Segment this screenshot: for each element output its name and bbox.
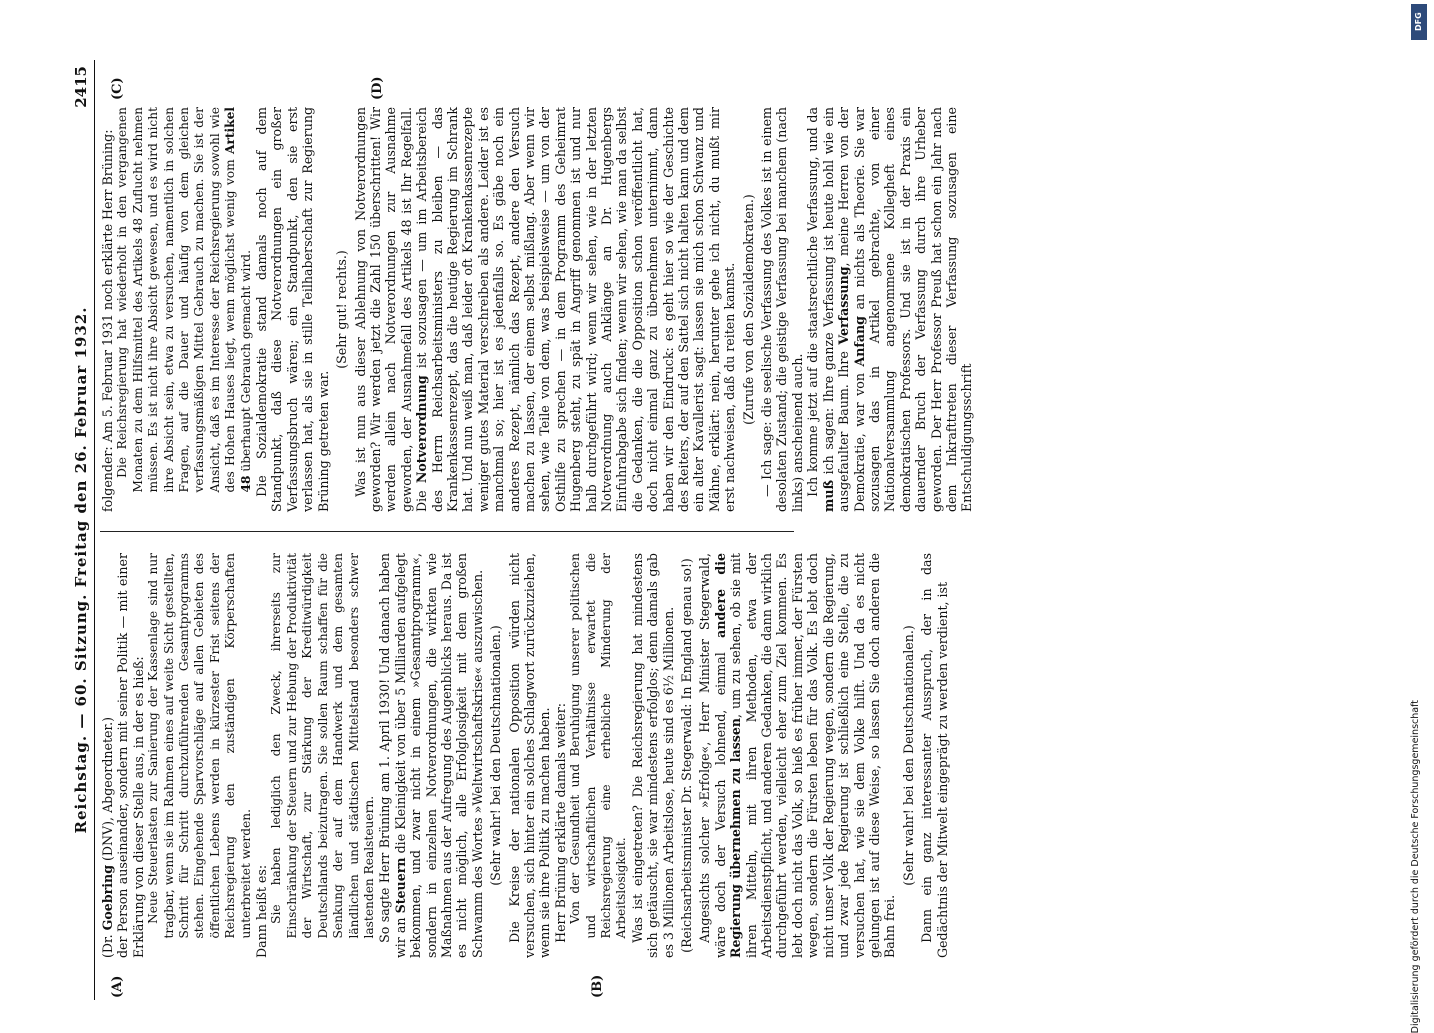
rotated-page	[70, 60, 975, 1000]
paragraph: Angesichts solcher »Erfolge«, Herr Minister Stegerwald, wäre doch der Versuch lohnend, einmal andere die Regierung übernehmen zu lassen, um zu sehen, ob sie mit ihren Mitteln, mit ihren Methoden, etwa der Arbeitsdienstpflicht, und anderen Gedanken, die dann wirklich durchgeführt werden, vielleicht eher zum Ziel kommen. Es lebt doch nicht das Volk, so hieß es früher immer, der Fürsten wegen, sondern die Fürsten leben für das Volk. Es lebt doch nicht unser Volk der Regierung wegen, sondern die Regierung, und zwar jede Regierung ist schließlich eine Stelle, die zu versuchen hat, wie sie dem Volke hilft. Und da es nicht gelungen ist auf diese Weise, so lassen Sie doch anderen die Bahn frei.	[697, 553, 898, 958]
page-number: 2415	[72, 66, 90, 108]
paragraph: Die Sozialdemokratie stand damals noch auf dem Standpunkt, daß diese Notverordnungen ein großer Verfassungsbruch wären; ein Standpunkt, den sie erst verlassen hat, als sie in stille Teilhaberschaft zur Regierung Brüning getreten war.	[254, 107, 331, 512]
dfg-logo: DFG	[1411, 4, 1427, 40]
paragraph: Die Kreise der nationalen Opposition würden nicht versuchen, sich hinter ein solches Schlagwort zurückzuziehen, wenn sie ihre Politik zu machen haben.	[506, 553, 553, 958]
margin-marker-c: (C)	[110, 77, 125, 100]
paragraph: — Ich sage: die seelische Verfassung des Volkes ist in einem desolaten Zustand; die geistige Verfassung bei manchem (nach links) anscheinend auch.	[759, 107, 805, 512]
interjection: (Sehr gut! rechts.)	[334, 250, 350, 369]
margin-marker-a: (A)	[110, 975, 125, 998]
paragraph: Ich komme jetzt auf die staatsrechtliche Verfassung, und da muß ich sagen: Ihre ganze Verfassung ist heute hohl wie ein ausgefaulter Baum. Ihre Verfassung, meine Herren von der Demokratie, war von Anfang an nichts als Theorie. Sie war sozusagen das in Artikel gebrachte, von einer Nationalversammlung angenommene Kollegheft eines demokratischen Professors. Und sie ist in der Praxis ein dauernder Bruch der Verfassung durch ihre Urheber geworden. Der Herr Professor Preuß hat schon ein Jahr nach dem Inkrafttreten dieser Verfassung sozusagen eine Entschuldigungsschrift	[805, 107, 975, 512]
interjection: (Sehr wahr! bei den Deutschnationalen.)	[488, 625, 504, 886]
margin-marker-d: (D)	[370, 76, 385, 100]
column-divider	[100, 531, 794, 532]
paragraph: So sagte Herr Brüning am 1. April 1930! Und danach haben wir an Steuern die Kleinigkeit von über 5 Milliarden aufgelegt bekommen, und zwar nicht in einem »Gesamtprogramm«, sondern in einzelnen Notverordnungen, die wirkten wie Maßnahmen aus der Aufregung des Augenblicks heraus. Da ist es nicht möglich, alle Erfolglosigkeit mit dem großen Schwamm des Wortes »Weltwirtschaftskrise« auszuwischen.	[377, 553, 485, 958]
speaker-line: (Dr. Goebring (DNV), Abgeordneter.)	[100, 716, 115, 958]
page-header	[70, 60, 95, 1000]
paragraph: Herr Brüning erklärte damals weiter:	[552, 702, 568, 943]
paragraph: Was ist nun aus dieser Ablehnung von Notverordnungen geworden? Wir werden jetzt die Zahl 150 überschritten! Wir werden allein nach Notverordnungen zur Ausnahme geworden, der Ausnahmefall des Artikels 48 ist Ihr Regelfall. Die Notverordnung ist sozusagen — um im Arbeitsbereich des Herrn Reichsarbeitsministers zu bleiben — das Krankenkassenrezept, das die heutige Regierung im Schrank hat. Und nun weiß man, daß leider oft Krankenkassenrezepte weniger gutes Material verschreiben als andere. Leider ist es manchmal so; hier ist es jedenfalls so. Es gäbe noch ein anderes Rezept, nämlich das Rezept, andere den Versuch machen zu lassen, der einem selbst mißlang. Aber wenn wir sehen, wie Teile von dem, was beispielsweise — um von der Osthilfe zu sprechen — in dem Programm des Geheimrat Hugenberg steht, zu spät in Angriff genommen ist und nur halb durchgeführt wird; wenn wir sehen, wie in der letzten Notverordnung auch Anklänge an Dr. Hugenbergs Einfuhrabgabe sich finden; wenn wir sehen, wie man da selbst die Gedanken, die die Opposition schon veröffentlicht hat, doch nicht einmal ganz zu übernehmen unternimmt, dann haben wir den Eindruck: es geht hier so wie der Geschichte des Reiters, der auf den Sattel sich nicht halten kann und dem ein alter Kavallerist sagt: lassen sie mich schon Schwanz und Mähne, erklärt: nein, herunter gehe ich nicht, du mußt mir erst nachweisen, daß du reiten kannst.	[352, 107, 738, 512]
running-title: Reichstag. — 60. Sitzung. Freitag den 26. Februar 1932.	[72, 306, 90, 834]
quotation: Von der Gesundheit und Beruhigung unserer politischen und wirtschaftlichen Verhältnisse erwartet die Reichsregierung eine erhebliche Minderung der Arbeitslosigkeit.	[568, 553, 629, 939]
paragraph: folgender: Am 5. Februar 1931 noch erklärte Herr Brüning:	[100, 129, 115, 512]
paragraph: Dann heißt es:	[254, 864, 270, 958]
quotation: Die Reichsregierung hat wiederholt in den vergangenen Monaten zu dem Hilfsmittel des Artikels 48 Zuflucht nehmen müssen. Es ist nicht ihre Absicht gewesen, und es wird nicht ihre Absicht sein, etwa zu versuchen, namentlich in solchen Fragen, auf die Dauer und häufig von dem gleichen verfassungsmäßigen Mittel Gebrauch zu machen. Sie ist der Ansicht, daß es im Interesse der Reichsregierung sowohl wie des Hohen Hauses liegt, wenn möglichst wenig vom Artikel 48 überhaupt Gebrauch gemacht wird.	[115, 107, 253, 493]
funding-notice: Digitalisierung gefördert durch die Deutsche Forschungsgemeinschaft	[1410, 700, 1421, 1033]
margin-marker-b: (B)	[590, 974, 605, 998]
paragraph: Dann ein ganz interessanter Ausspruch, der in das Gedächtnis der Mitwelt eingeprägt zu werden verdient, ist	[919, 553, 950, 958]
right-column	[100, 107, 975, 512]
quotation: Neue Steuerlasten zur Sanierung der Kassenlage sind nur tragbar, wenn sie im Rahmen eines auf weite Sicht gestellten, Schritt für Schritt durchzuführenden Gesamtprogramms stehen. Eingehende Sparvorschläge auf allen Gebieten des öffentlichen Lebens werden in kürzester Frist seitens der Reichsregierung den zuständigen Körperschaften unterbreitet werden.	[146, 553, 253, 939]
speaker-name: Goebring	[100, 864, 115, 931]
paragraph: der Person auseinander, sondern mit seiner Politik — mit einer Erklärung von dieser Stelle aus, in der es hieß:	[115, 553, 146, 958]
interjection: (Zurufe von den Sozialdemokraten.)	[740, 194, 756, 425]
left-column	[100, 553, 950, 958]
interjection: (Sehr wahr! bei den Deutschnationalen.)	[900, 625, 916, 886]
digitization-sidebar	[1408, 0, 1434, 1033]
paragraph: Was ist eingetreten? Die Reichsregierung hat mindestens sich getäuscht, sie war mindestens erfolglos; denn damals gab es 3 Millionen Arbeitslose, heute sind es 6½ Millionen.	[629, 553, 676, 958]
interjection: (Reichsarbeitsminister Dr. Stegerwald: In England genau so!)	[679, 558, 695, 953]
quotation: Sie haben lediglich den Zweck, ihrerseits zur Einschränkung der Steuern und zur Hebung der Produktivität der Wirtschaft, zur Stärkung der Kreditwürdigkeit Deutschlands beizutragen. Sie sollen Raum schaffen für die Senkung der auf dem Handwerk und dem gesamten ländlichen und städtischen Mittelstand besonders schwer lastenden Realsteuern.	[269, 553, 376, 939]
